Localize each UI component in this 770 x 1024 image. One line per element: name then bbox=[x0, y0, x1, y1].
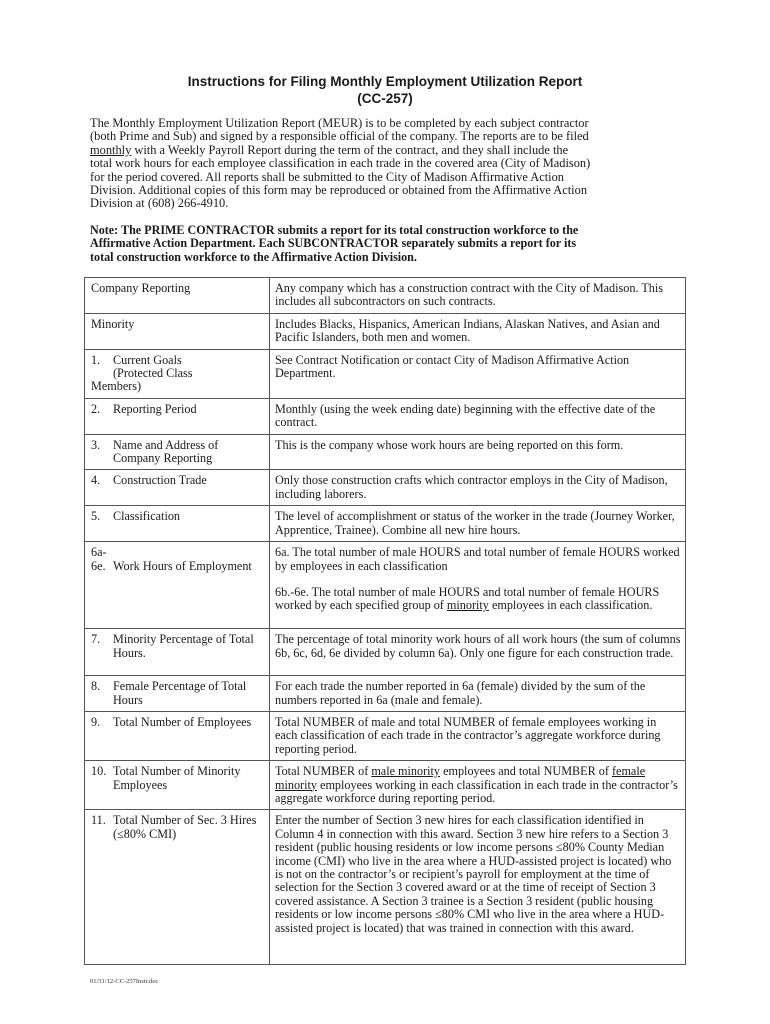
term-cell: 6a- 6e. Work Hours of Employment bbox=[85, 542, 270, 629]
table-row bbox=[85, 711, 686, 760]
term-cell: 2. Reporting Period bbox=[85, 398, 270, 434]
term-cell: 5. Classification bbox=[85, 506, 270, 542]
term-cell: 11. Total Number of Sec. 3 Hires (≤80% CMI) bbox=[85, 810, 270, 965]
file-footer: 01/31/12-CC-257Instr.doc bbox=[90, 978, 159, 985]
table-row bbox=[85, 313, 686, 349]
table-row bbox=[85, 676, 686, 712]
term-cell: 1. Current Goals (Protected Class Members) bbox=[85, 349, 270, 398]
term-cell: 8. Female Percentage of Total Hours bbox=[85, 676, 270, 712]
term-cell: 9. Total Number of Employees bbox=[85, 711, 270, 760]
term-cell: Minority bbox=[85, 313, 270, 349]
description-cell: Only those construction crafts which contractor employs in the City of Madison, including laborers. bbox=[270, 470, 686, 506]
term-cell: 3. Name and Address of Company Reporting bbox=[85, 434, 270, 470]
description-cell: The percentage of total minority work hours of all work hours (the sum of columns 6b, 6c, 6d, 6e divided by column 6a). Only one figure for each construction trade. bbox=[270, 629, 686, 676]
form-number: (CC-257) bbox=[357, 91, 413, 106]
table-row bbox=[85, 810, 686, 965]
term-cell: Company Reporting bbox=[85, 278, 270, 314]
table-row bbox=[85, 761, 686, 810]
description-cell: 6a. The total number of male HOURS and total number of female HOURS worked by employees in each classification 6b.-6e. The total number of male HOURS and total number of female HOURS worked by each specified group of minority employees in each classification. bbox=[270, 542, 686, 629]
page-title: Instructions for Filing Monthly Employment Utilization Report bbox=[187, 74, 583, 89]
description-cell: Monthly (using the week ending date) beginning with the effective date of the contract. bbox=[270, 398, 686, 434]
note-paragraph: Note: The PRIME CONTRACTOR submits a report for its total construction workforce to the Affirmative Action Department. Each SUBCONTRACTOR separately submits a report for its total construction workforce to the Affirmative Action Division. bbox=[90, 223, 579, 264]
table-row bbox=[85, 470, 686, 506]
table-row bbox=[85, 278, 686, 314]
description-cell: Enter the number of Section 3 new hires for each classification identified in Column 4 in connection with this award. Section 3 new hire refers to a Section 3 resident (public housing residents or low income persons ≤80% County Median income (CMI) who live in the area where a HUD-assisted project is located) who is not on the contractor’s or recipient’s payroll for employment at the time of selection for the Section 3 covered award or at the time of receipt of Section 3 covered assistance. A Section 3 trainee is a Section 3 resident (public housing residents or low income persons ≤80% CMI who live in the area where a HUD-assisted project is located) that was trained in connection with this award. bbox=[270, 810, 686, 965]
term-cell: 4. Construction Trade bbox=[85, 470, 270, 506]
table-row bbox=[85, 349, 686, 398]
table-row bbox=[85, 542, 686, 629]
description-cell: Includes Blacks, Hispanics, American Indians, Alaskan Natives, and Asian and Pacific Islanders, both men and women. bbox=[270, 313, 686, 349]
table-row bbox=[85, 398, 686, 434]
description-cell: For each trade the number reported in 6a (female) divided by the sum of the numbers reported in 6a (male and female). bbox=[270, 676, 686, 712]
intro-paragraph: The Monthly Employment Utilization Report (MEUR) is to be completed by each subject contractor (both Prime and Sub) and signed by a responsible official of the company. The reports are to be filed monthly with a Weekly Payroll Report during the term of the contract, and they shall include the total work hours for each employee classification in each trade in the covered area (City of Madison) for the period covered. All reports shall be submitted to the City of Madison Affirmative Action Division. Additional copies of this form may be reproduced or obtained from the Affirmative Action Division at (608) 266-4910. bbox=[90, 116, 591, 211]
term-cell: 7. Minority Percentage of Total Hours. bbox=[85, 629, 270, 676]
table-row bbox=[85, 434, 686, 470]
description-cell: Any company which has a construction contract with the City of Madison. This includes all subcontractors on such contracts. bbox=[270, 278, 686, 314]
description-cell: This is the company whose work hours are being reported on this form. bbox=[270, 434, 686, 470]
description-cell: Total NUMBER of male minority employees and total NUMBER of female minority employees working in each classification in each trade in the contractor’s aggregate workforce during reporting period. bbox=[270, 761, 686, 810]
description-cell: See Contract Notification or contact City of Madison Affirmative Action Department. bbox=[270, 349, 686, 398]
description-cell: The level of accomplishment or status of the worker in the trade (Journey Worker, Apprentice, Trainee). Combine all new hire hours. bbox=[270, 506, 686, 542]
description-cell: Total NUMBER of male and total NUMBER of female employees working in each classification of each trade in the contractor’s aggregate workforce during reporting period. bbox=[270, 711, 686, 760]
table-row bbox=[85, 506, 686, 542]
definitions-table bbox=[84, 277, 686, 965]
table-row bbox=[85, 629, 686, 676]
term-cell: 10. Total Number of Minority Employees bbox=[85, 761, 270, 810]
